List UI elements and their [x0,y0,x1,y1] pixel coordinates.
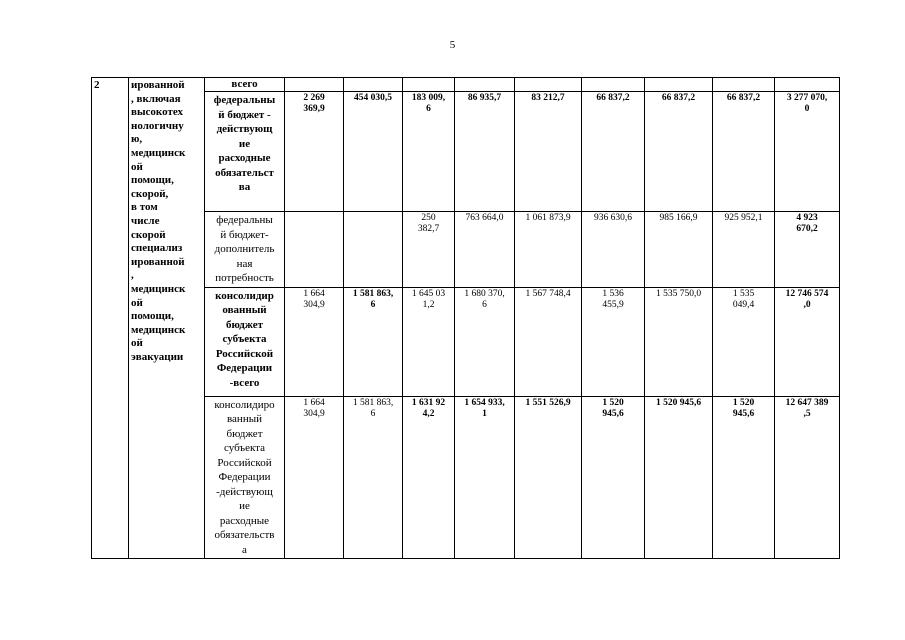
value-cell [403,78,455,92]
value-cell: 1 535 750,0 [645,287,713,396]
value-cell: 1 520 945,6 [713,396,775,559]
value-cell: 3 277 070, 0 [775,92,840,212]
value-cell: 1 520 945,6 [582,396,645,559]
value-cell: 183 009, 6 [403,92,455,212]
value-cell: 1 631 92 4,2 [403,396,455,559]
value-cell: 1 664 304,9 [285,287,344,396]
budget-source-label: федеральны й бюджет- дополнитель ная потребность [205,212,285,288]
value-cell: 83 212,7 [515,92,582,212]
value-cell [775,78,840,92]
table-row [92,396,840,559]
table-row [92,92,840,212]
value-cell: 12 746 574 ,0 [775,287,840,396]
value-cell: 2 269 369,9 [285,92,344,212]
value-cell: 1 645 03 1,2 [403,287,455,396]
value-cell: 1 581 863, 6 [344,287,403,396]
value-cell: 12 647 389 ,5 [775,396,840,559]
value-cell: 936 630,6 [582,212,645,288]
value-cell: 1 664 304,9 [285,396,344,559]
table-row [92,212,840,288]
value-cell [713,78,775,92]
value-cell [515,78,582,92]
value-cell: 86 935,7 [455,92,515,212]
value-cell: 1 654 933, 1 [455,396,515,559]
budget-source-label: консолидир ованный бюджет субъекта Российской Федерации -всего [205,287,285,396]
page-number: 5 [449,39,456,51]
value-cell: 66 837,2 [582,92,645,212]
value-cell: 1 567 748,4 [515,287,582,396]
value-cell [582,78,645,92]
value-cell: 1 520 945,6 [645,396,713,559]
value-cell: 250 382,7 [403,212,455,288]
value-cell: 454 030,5 [344,92,403,212]
value-cell: 925 952,1 [713,212,775,288]
budget-table [91,77,840,559]
description-cell: ированной , включая высокотех нологичну ю, медицинск ой помощи, скорой, в том числе скорой специализ ированной , медицинск ой помощи, медицинск ой эвакуации [129,78,205,559]
value-cell [455,78,515,92]
value-cell: 66 837,2 [713,92,775,212]
value-cell [344,212,403,288]
value-cell [344,78,403,92]
value-cell: 1 680 370, 6 [455,287,515,396]
value-cell: 1 551 526,9 [515,396,582,559]
value-cell: 1 581 863, 6 [344,396,403,559]
value-cell: 1 535 049,4 [713,287,775,396]
value-cell: 66 837,2 [645,92,713,212]
value-cell: 4 923 670,2 [775,212,840,288]
table-row [92,78,840,92]
value-cell [285,212,344,288]
table-row [92,287,840,396]
row-number-cell: 2 [92,78,129,559]
value-cell: 1 061 873,9 [515,212,582,288]
value-cell: 1 536 455,9 [582,287,645,396]
value-cell [285,78,344,92]
budget-source-label: федеральны й бюджет - действующ ие расходные обязательст ва [205,92,285,212]
value-cell: 763 664,0 [455,212,515,288]
budget-source-label: консолидиро ванный бюджет субъекта Российской Федерации -действующ ие расходные обязательств а [205,396,285,559]
budget-source-label: всего [205,78,285,92]
value-cell: 985 166,9 [645,212,713,288]
value-cell [645,78,713,92]
